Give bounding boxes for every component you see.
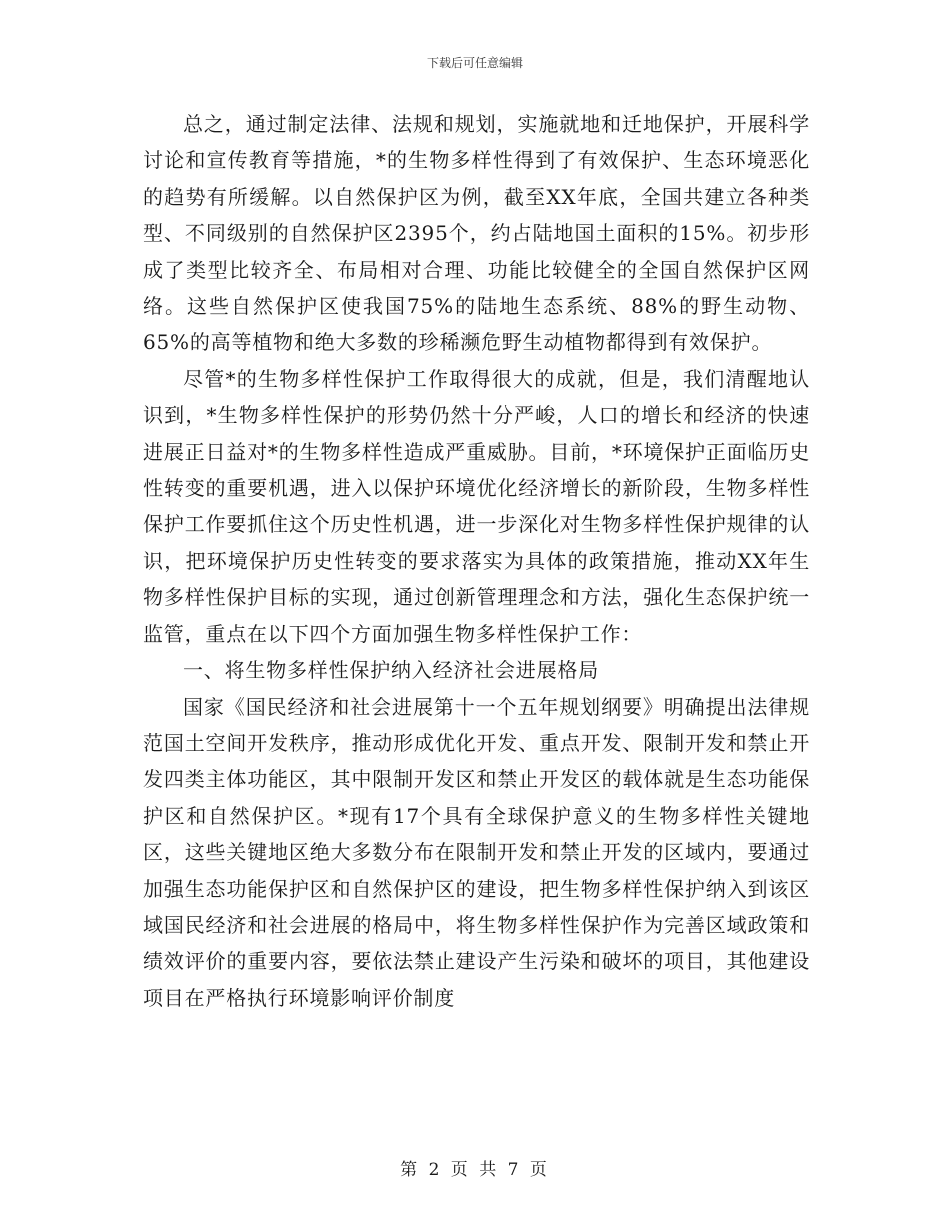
paragraph-section-1: 国家《国民经济和社会进展第十一个五年规划纲要》明确提出法律规范国土空间开发秩序，推动形成优化开发、重点开发、限制开发和禁止开发四类主体功能区，其中限制开发区和禁止开发区的载体就是生态功能保护区和自然保护区。*现有17个具有全球保护意义的生物多样性关键地区，这些关键地区绝大多数分布在限制开发和禁止开发的区域内，要通过加强生态功能保护区和自然保护区的建设，把生物多样性保护纳入到该区域国民经济和社会进展的格局中，将生物多样性保护作为完善区域政策和绩效评价的重要内容，要依法禁止建设产生污染和破坏的项目，其他建设项目在严格执行环境影响评价制度 — [143, 694, 810, 1010]
page-header-note: 下载后可任意编辑 — [426, 56, 523, 70]
section-heading-1: 一、将生物多样性保护纳入经济社会进展格局 — [183, 658, 599, 683]
page-number: 第 2 页 共 7 页 — [400, 1160, 550, 1180]
document-body — [143, 106, 810, 1016]
paragraph-challenges: 尽管*的生物多样性保护工作取得很大的成就，但是，我们清醒地认识到，*生物多样性保护的形势仍然十分严峻，人口的增长和经济的快速进展正日益对*的生物多样性造成严重威胁。目前，*环境保护正面临历史性转变的重要机遇，进入以保护环境优化经济增长的新阶段，生物多样性保护工作要抓住这个历史性机遇，进一步深化对生物多样性保护规律的认识，把环境保护历史性转变的要求落实为具体的政策措施，推动XX年生物多样性保护目标的实现，通过创新管理理念和方法，强化生态保护统一监管，重点在以下四个方面加强生物多样性保护工作： — [143, 366, 810, 646]
paragraph-summary: 总之，通过制定法律、法规和规划，实施就地和迁地保护，开展科学讨论和宣传教育等措施，*的生物多样性得到了有效保护、生态环境恶化的趋势有所缓解。以自然保护区为例，截至XX年底，全国共建立各种类型、不同级别的自然保护区2395个，约占陆地国土面积的15%。初步形成了类型比较齐全、布局相对合理、功能比较健全的全国自然保护区网络。这些自然保护区使我国75%的陆地生态系统、88%的野生动物、65%的高等植物和绝大多数的珍稀濒危野生动植物都得到有效保护。 — [143, 112, 810, 355]
